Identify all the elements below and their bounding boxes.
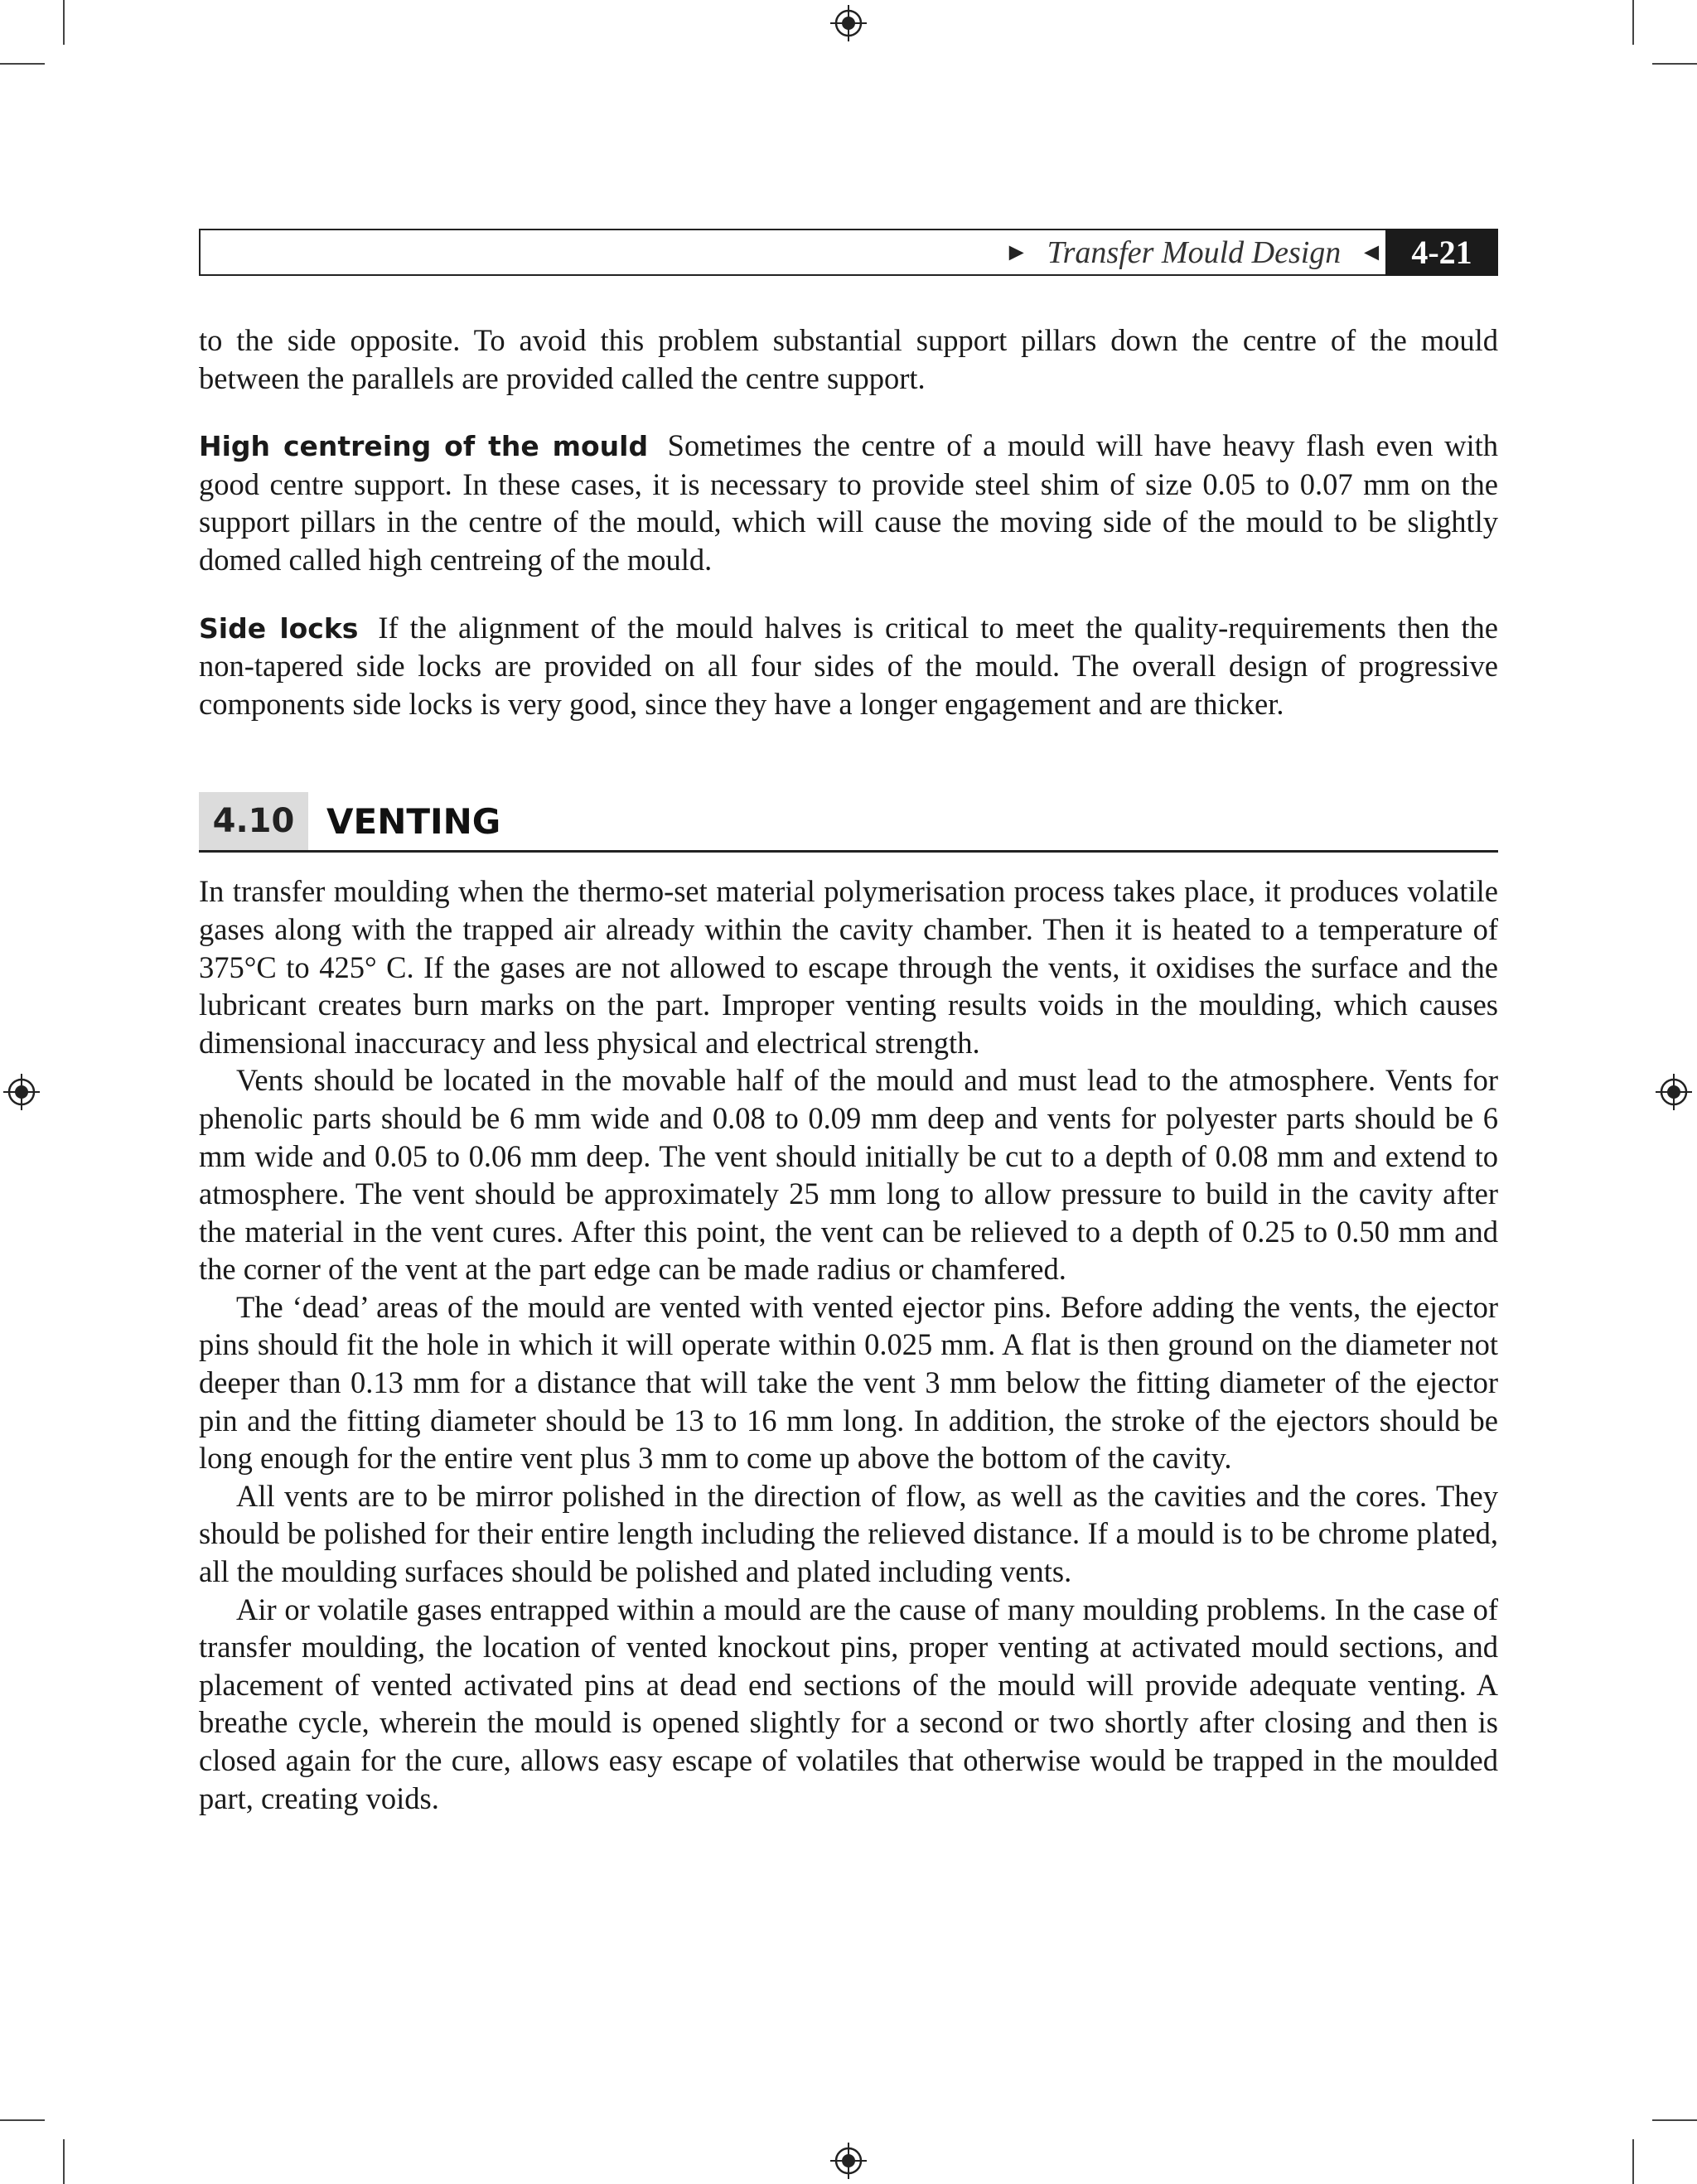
subsection-side-locks [199, 609, 1498, 723]
section-title: VENTING [326, 800, 501, 842]
registration-mark-icon [830, 5, 867, 41]
run-in-heading: Side locks [199, 611, 359, 645]
crop-mark-top-right-vertical [1632, 0, 1634, 45]
crop-mark-bottom-left-horizontal [0, 2119, 45, 2121]
body-paragraph: All vents are to be mirror polished in the direction of flow, as well as the cavities and the cores. They should be polished for their entire length including the relieved distance. If a mould is to be chrome plated, all the moulding surfaces should be polished and plated including vents. [199, 1478, 1498, 1589]
running-header-title: Transfer Mould Design [1047, 234, 1342, 270]
body-paragraph: In transfer moulding when the thermo-set material polymerisation process takes place, it produces volatile gases along with the trapped air already within the cavity chamber. Then it is heated to a temperature of 375°C to 425° C. If the gases are not allowed to escape through the vents, it oxidises the surface and the lubricant creates burn marks on the part. Improper venting results voids in the moulding, which causes dimensional inaccuracy and less physical and electrical strength. [199, 874, 1498, 1060]
section-number: 4.10 [199, 792, 308, 850]
body-paragraph: to the side opposite. To avoid this problem substantial support pillars down the centre of the mould between the parallels are provided called the centre support. [199, 323, 1498, 395]
subsection-text: Sometimes the centre of a mould will have heavy flash even with good centre support. In these cases, it is necessary to provide steel shim of size 0.05 to 0.07 mm on the support pillars in the centre of the mould, which will cause the moving side of the mould to be slightly domed called high centreing of the mould. [199, 428, 1498, 577]
crop-mark-top-right-horizontal [1652, 63, 1697, 65]
body-paragraph: Vents should be located in the movable half of the mould and must lead to the atmosphere. Vents for phenolic parts should be 6 mm wide and 0.08 to 0.09 mm deep and vents for polyester parts should be 6 mm wide and 0.05 to 0.06 mm deep. The vent should initially be cut to a depth of 0.08 mm and extend to atmosphere. The vent should be approximately 25 mm long to allow pressure to build in the cavity after the material in the vent cures. After this point, the vent can be relieved to a depth of 0.25 to 0.50 mm and the corner of the vent at the part edge can be made radius or chamfered. [199, 1063, 1498, 1287]
subsection-high-centreing [199, 427, 1498, 578]
crop-mark-bottom-right-horizontal [1652, 2119, 1697, 2121]
right-pointer-icon: ► [1003, 238, 1029, 266]
registration-mark-icon [1656, 1074, 1692, 1110]
crop-mark-top-left-vertical [63, 0, 65, 45]
registration-mark-icon [830, 2143, 867, 2179]
crop-mark-bottom-left-vertical [63, 2139, 65, 2184]
registration-mark-icon [3, 1074, 40, 1110]
subsection-text: If the alignment of the mould halves is critical to meet the quality-requirements then the non-tapered side locks are provided on all four sides of the mould. The overall design of progressive components side locks is very good, since they have a longer engagement and are thicker. [199, 610, 1498, 721]
running-header-title-group [1004, 230, 1384, 274]
left-pointer-icon: ◄ [1359, 238, 1384, 266]
body-paragraph: The ‘dead’ areas of the mould are vented with vented ejector pins. Before adding the vents, the ejector pins should fit the hole in which it will operate within 0.025 mm. A flat is then ground on the diameter not deeper than 0.13 mm for a distance that will take the vent 3 mm below the fitting diameter of the ejector pin and the fitting diameter should be 13 to 16 mm long. In addition, the stroke of the ejectors should be long enough for the entire vent plus 3 mm to come up above the bottom of the cavity. [199, 1289, 1498, 1476]
run-in-heading: High centreing of the mould [199, 430, 649, 463]
page-body [199, 321, 1498, 1817]
body-paragraph: Air or volatile gases entrapped within a mould are the cause of many moulding problems. In the case of transfer moulding, the location of vented knockout pins, proper venting at activated mould sections, and placement of vented activated pins at dead end sections of the mould will provide adequate venting. A breathe cycle, wherein the mould is opened slightly for a second or two shortly after closing and then is closed again for the cure, allows easy escape of volatiles that otherwise would be trapped in the moulded part, creating voids. [199, 1592, 1498, 1815]
section-heading [199, 792, 1498, 853]
crop-mark-bottom-right-vertical [1632, 2139, 1634, 2184]
page-number: 4-21 [1385, 229, 1498, 276]
running-header [199, 229, 1498, 276]
crop-mark-top-left-horizontal [0, 63, 45, 65]
